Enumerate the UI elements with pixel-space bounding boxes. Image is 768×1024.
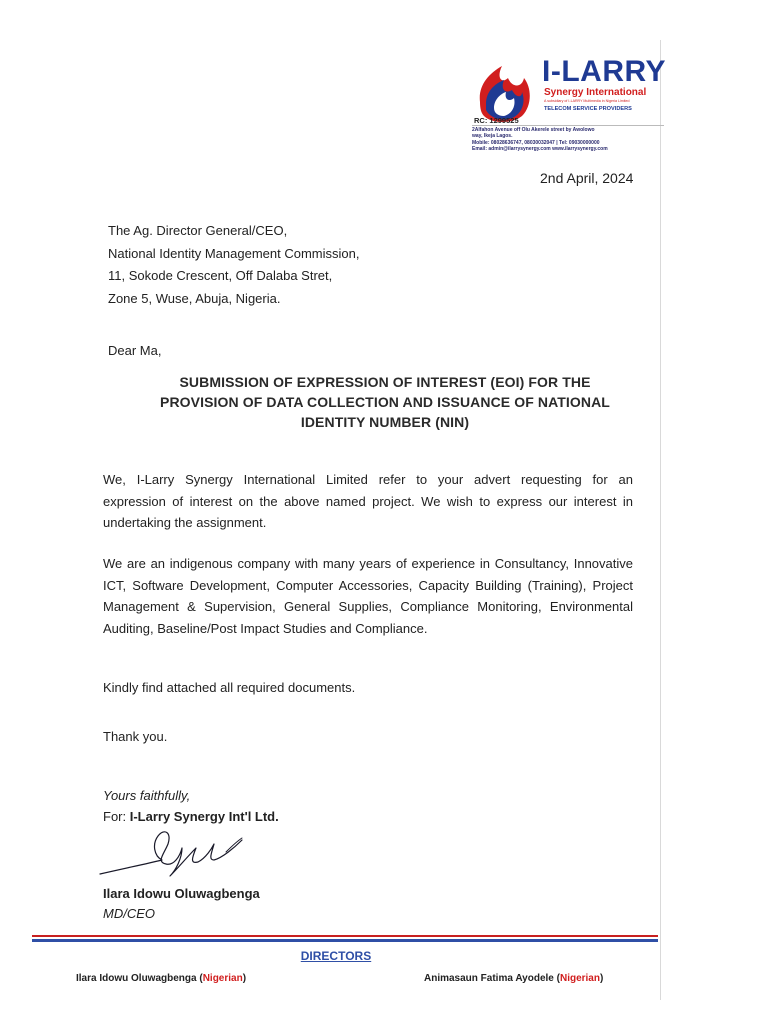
recipient-line: The Ag. Director General/CEO,	[108, 223, 288, 238]
recipient-line: Zone 5, Wuse, Abuja, Nigeria.	[108, 290, 281, 306]
letter-date: 2nd April, 2024	[540, 170, 634, 186]
body-paragraph-3: Kindly find attached all required documents.	[103, 680, 356, 695]
valediction: Yours faithfully,	[103, 788, 191, 803]
body-line: expression of interest on the above named project. We wish to express our interest in	[103, 493, 633, 509]
brand-subtitle: Synergy International	[544, 87, 647, 98]
directors-heading: DIRECTORS	[300, 949, 372, 963]
body-paragraph-2	[103, 553, 633, 639]
contact-details	[472, 127, 668, 152]
subject-line: PROVISION OF DATA COLLECTION AND ISSUANCE OF NATIONAL	[160, 394, 610, 410]
director-name: Animasaun Fatima Ayodele	[424, 973, 554, 984]
body-paragraph-1	[103, 469, 633, 534]
footer-rule-blue	[32, 939, 658, 942]
letter-subject	[100, 372, 670, 432]
contact-line: way, Ikeja Lagos.	[472, 133, 513, 140]
signatory-role: MD/CEO	[103, 906, 155, 921]
recipient-line: National Identity Management Commission,	[108, 245, 360, 261]
subject-line: SUBMISSION OF EXPRESSION OF INTEREST (EOI) FOR THE	[179, 374, 591, 390]
recipient-address	[108, 220, 359, 310]
director-name: Ilara Idowu Oluwagbenga	[76, 973, 197, 984]
contact-line: Email: admin@ilarrysynergy.com www.ilarrysynergy.com	[472, 145, 608, 152]
letterhead-logo	[468, 54, 668, 154]
signatory-name: Ilara Idowu Oluwagbenga	[103, 886, 260, 901]
body-line: Auditing, Baseline/Post Impact Studies and Compliance.	[103, 620, 428, 636]
director-nationality: Nigerian	[559, 973, 600, 984]
director-entry: Animasaun Fatima Ayodele (Nigerian)	[424, 973, 604, 984]
brand-service-line: TELECOM SERVICE PROVIDERS	[544, 106, 632, 112]
director-entry: Ilara Idowu Oluwagbenga (Nigerian)	[76, 973, 247, 984]
recipient-line: 11, Sokode Crescent, Off Dalaba Stret,	[108, 268, 333, 283]
subject-line: IDENTITY NUMBER (NIN)	[300, 414, 470, 430]
for-prefix: For:	[103, 809, 130, 824]
body-line: We are an indigenous company with many years of experience in Consultancy, Innovative	[103, 556, 633, 571]
body-paragraph-4: Thank you.	[103, 729, 168, 744]
brand-name: I-LARRY	[542, 55, 667, 88]
footer-rule-red	[32, 935, 658, 937]
salutation: Dear Ma,	[108, 343, 162, 358]
contact-line: Mobile: 08028636747, 08030032047 | Tel: 09030000000	[472, 139, 600, 146]
contact-divider	[472, 125, 664, 126]
contact-line: 2Alfahon Avenue off Olu Akerele street by Awolowo	[472, 127, 595, 133]
body-line: ICT, Software Development, Computer Accessories, Capacity Building (Training), Project	[103, 577, 633, 593]
page-edge	[660, 40, 661, 1000]
director-nationality: Nigerian	[202, 973, 243, 984]
signatory-block	[103, 884, 260, 924]
brand-tagline: A subsidiary of I-LARRY Multimedia in Nigeria Limited	[544, 99, 630, 103]
flame-icon	[472, 58, 534, 124]
handwritten-signature	[96, 818, 276, 888]
body-line: We, I-Larry Synergy International Limited refer to your advert requesting for an	[103, 472, 633, 487]
body-line: undertaking the assignment.	[103, 515, 267, 530]
body-line: Management & Supervision, General Supplies, Compliance Monitoring, Environmental	[103, 599, 633, 614]
rc-number: RC: 1299525	[474, 116, 519, 125]
for-company: I-Larry Synergy Int'l Ltd.	[129, 809, 279, 824]
